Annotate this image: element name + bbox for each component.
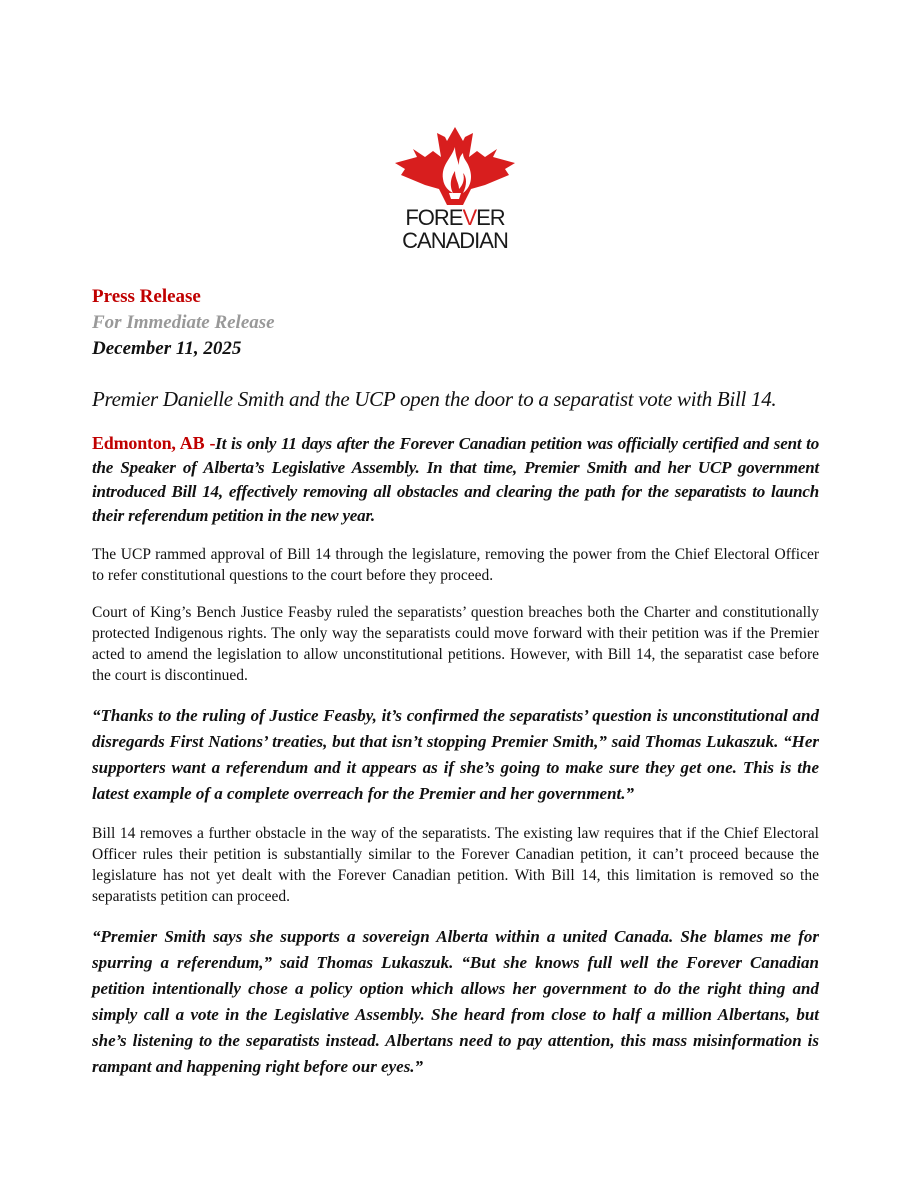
logo-wordmark-line2: CANADIAN	[402, 228, 508, 253]
paragraph-bill-14-approval: The UCP rammed approval of Bill 14 through the legislature, removing the power from the Chief Electoral Officer to refer constitutional questions to the court before they proceed.	[92, 546, 819, 584]
maple-leaf-torch-icon	[393, 127, 517, 207]
lede-text: It is only 11 days after the Forever Canadian petition was officially certified and sent to the Speaker of Alberta’s Legislative Assembly. In that time, Premier Smith and her UCP government introduced Bill 14, effectively removing all obstacles and clearing the path for the separatists to launch their referendum petition in the new year.	[92, 434, 819, 525]
release-date: December 11, 2025	[92, 338, 242, 359]
press-release-label: Press Release	[92, 286, 201, 307]
quote-lukaszuk-2: “Premier Smith says she supports a sovereign Alberta within a united Canada. She blames me for spurring a referendum,” said Thomas Lukaszuk. “But she knows full well the Forever Canadian petition intentionally chose a policy option which allows her government to do the right thing and simply call a vote in the Legislative Assembly. She heard from close to half a million Albertans, but she’s listening to the separatists instead. Albertans need to pay attention, this mass misinformation is rampant and happening right before our eyes.”	[92, 927, 819, 1076]
forever-canadian-logo	[393, 127, 517, 257]
paragraph-court-ruling: Court of King’s Bench Justice Feasby ruled the separatists’ question breaches both the Charter and constitutionally protected Indigenous rights. The only way the separatists could move forward with their petition was if the Premier acted to amend the legislation to allow unconstitutional petitions. However, with Bill 14, the separatist case before the court is discontinued.	[92, 604, 819, 684]
press-release-body	[92, 285, 819, 1080]
headline: Premier Danielle Smith and the UCP open the door to a separatist vote with Bill 14.	[92, 387, 777, 411]
dateline: Edmonton, AB -	[92, 433, 216, 453]
logo-wordmark-line1: FOREVER	[405, 205, 505, 230]
paragraph-further-obstacle: Bill 14 removes a further obstacle in the way of the separatists. The existing law requires that if the Chief Electoral Officer rules their petition is substantially similar to the Forever Canadian petition, it can’t proceed because the legislature has not yet dealt with the Forever Canadian petition. With Bill 14, this limitation is removed so the separatists petition can proceed.	[92, 825, 819, 905]
quote-lukaszuk-1: “Thanks to the ruling of Justice Feasby, it’s confirmed the separatists’ question is unconstitutional and disregards First Nations’ treaties, but that isn’t stopping Premier Smith,” said Thomas Lukaszuk. “Her supporters want a referendum and it appears as if she’s going to make sure they get one. This is the latest example of a complete overreach for the Premier and her government.”	[92, 706, 819, 803]
lede-paragraph	[92, 431, 819, 528]
for-immediate-release-label: For Immediate Release	[92, 312, 275, 333]
